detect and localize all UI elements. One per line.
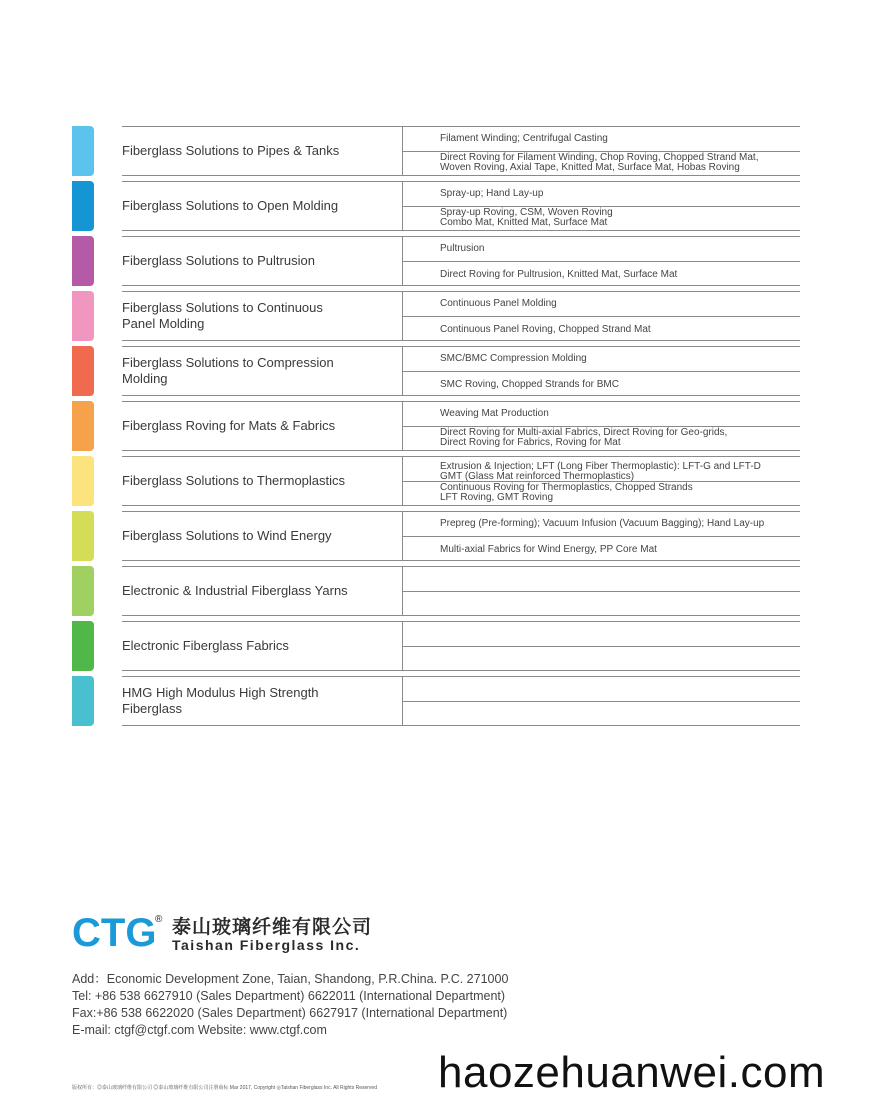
contact-block — [72, 971, 508, 1039]
table-row — [122, 566, 800, 616]
table-row — [122, 126, 800, 176]
logo-mark-text: CTG — [72, 912, 157, 952]
color-tab — [72, 621, 94, 671]
products-text: SMC Roving, Chopped Strands for BMC — [440, 379, 619, 390]
application-text: Prepreg (Pre-forming); Vacuum Infusion (Vacuum Bagging); Hand Lay-up — [440, 518, 765, 529]
products-text: Continuous Panel Roving, Chopped Strand Mat — [440, 324, 651, 335]
color-tab — [72, 566, 94, 616]
solution-title: Electronic Fiberglass Fabrics — [122, 638, 289, 653]
email-website-line: E-mail: ctgf@ctgf.com Website: www.ctgf.com — [72, 1023, 327, 1037]
row-mid-rule — [402, 646, 800, 647]
row-mid-rule — [402, 371, 800, 372]
color-tab — [72, 181, 94, 231]
row-mid-rule — [402, 536, 800, 537]
products-text: Direct Roving for Multi-axial Fabrics, Direct Roving for Geo-grids, Direct Roving for Fabrics, Roving for Mat — [440, 427, 728, 448]
application-text: Spray-up; Hand Lay-up — [440, 188, 544, 199]
products-text: Multi-axial Fabrics for Wind Energy, PP Core Mat — [440, 544, 657, 555]
row-mid-rule — [402, 316, 800, 317]
color-tab — [72, 511, 94, 561]
solution-title: Fiberglass Solutions to Wind Energy — [122, 528, 332, 543]
color-tab — [72, 236, 94, 286]
company-logo — [72, 912, 392, 957]
products-text: Direct Roving for Pultrusion, Knitted Mat, Surface Mat — [440, 269, 678, 280]
solution-title: Fiberglass Solutions to Thermoplastics — [122, 473, 346, 488]
solution-title: Fiberglass Solutions to Pultrusion — [122, 253, 315, 268]
table-row — [122, 456, 800, 506]
color-tab — [72, 291, 94, 341]
row-mid-rule — [402, 591, 800, 592]
solution-title: Fiberglass Solutions to Pipes & Tanks — [122, 143, 340, 158]
company-english-name: Taishan Fiberglass Inc. — [172, 937, 361, 953]
color-tab — [72, 456, 94, 506]
table-row — [122, 676, 800, 726]
color-tab — [72, 676, 94, 726]
solution-title: Fiberglass Solutions to Open Molding — [122, 198, 339, 213]
solution-title: Fiberglass Solutions to Continuous Panel Molding — [122, 300, 323, 331]
products-text: Continuous Roving for Thermoplastics, Chopped Strands LFT Roving, GMT Roving — [440, 482, 693, 503]
solution-title: HMG High Modulus High Strength Fiberglass — [122, 685, 319, 716]
watermark-text: haozehuanwei.com — [438, 1048, 826, 1097]
ctg-logo-icon — [72, 912, 167, 952]
address-line: Add：Economic Development Zone, Taian, Shandong, P.R.China. P.C. 271000 — [72, 972, 509, 986]
table-row — [122, 181, 800, 231]
application-text: Continuous Panel Molding — [440, 298, 557, 309]
products-text: Direct Roving for Filament Winding, Chop Roving, Chopped Strand Mat, Woven Roving, Axial Tape, Knitted Mat, Surface Mat, Hobas Roving — [440, 152, 759, 173]
products-text: Spray-up Roving, CSM, Woven Roving Combo Mat, Knitted Mat, Surface Mat — [440, 207, 613, 228]
company-chinese-name: 泰山玻璃纤维有限公司 — [172, 917, 373, 938]
table-row — [122, 511, 800, 561]
copyright-text: 版权所有：◎泰山玻璃纤维有限公司 ◎泰山玻璃纤维有限公司注册商标 Mar 2017, Copyright ◎Taishan Fiberglass Inc. All Rights Reserved — [72, 1085, 377, 1091]
solution-title: Fiberglass Roving for Mats & Fabrics — [122, 418, 336, 433]
application-text: Pultrusion — [440, 243, 485, 254]
row-mid-rule — [402, 261, 800, 262]
registered-mark: ® — [155, 914, 163, 925]
row-mid-rule — [402, 701, 800, 702]
tel-line: Tel: +86 538 6627910 (Sales Department) 6622011 (International Department) — [72, 989, 506, 1003]
table-row — [122, 621, 800, 671]
solution-title: Electronic & Industrial Fiberglass Yarns — [122, 583, 348, 598]
color-tab — [72, 401, 94, 451]
table-row — [122, 346, 800, 396]
application-text: Weaving Mat Production — [440, 408, 549, 419]
table-row — [122, 236, 800, 286]
fax-line: Fax:+86 538 6622020 (Sales Department) 6627917 (International Department) — [72, 1006, 508, 1020]
table-row — [122, 401, 800, 451]
application-text: Extrusion & Injection; LFT (Long Fiber Thermoplastic): LFT-G and LFT-D GMT (Glass Mat reinforced Thermoplastics) — [440, 461, 761, 482]
color-tab — [72, 126, 94, 176]
table-row — [122, 291, 800, 341]
application-text: Filament Winding; Centrifugal Casting — [440, 133, 608, 144]
solution-title: Fiberglass Solutions to Compression Molding — [122, 355, 334, 386]
application-text: SMC/BMC Compression Molding — [440, 353, 587, 364]
color-tab — [72, 346, 94, 396]
